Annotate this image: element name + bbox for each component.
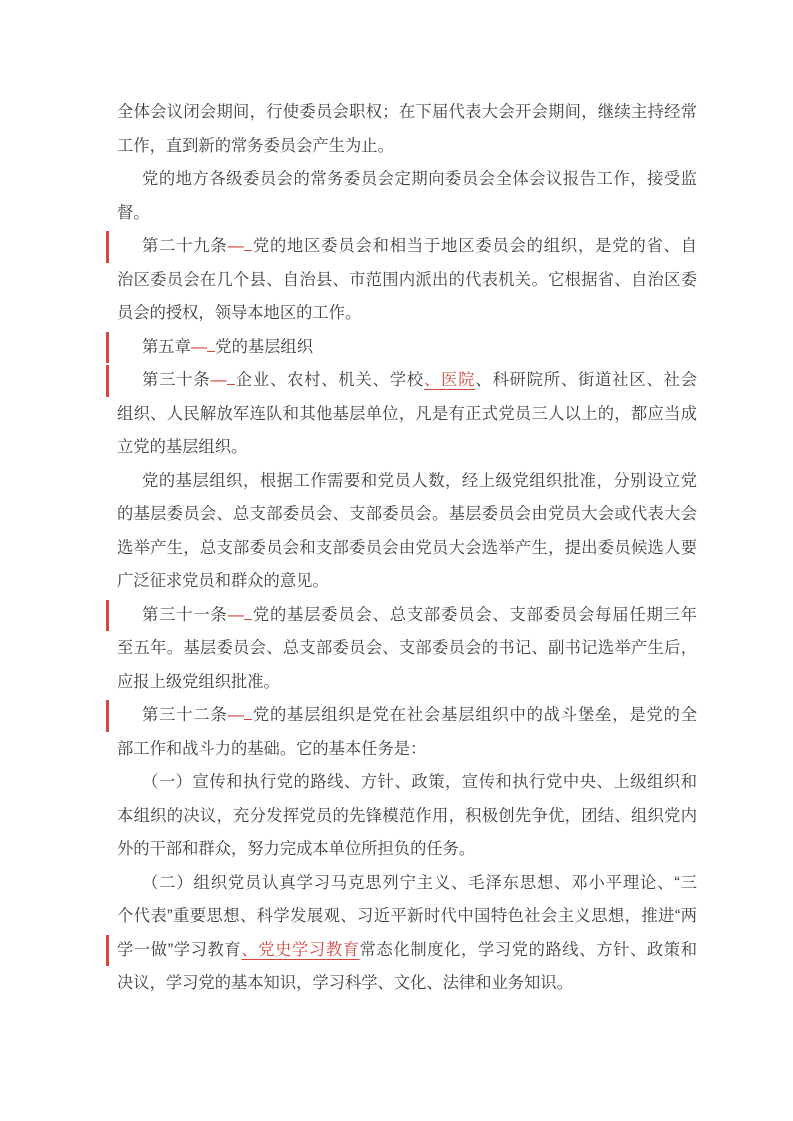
inserted-dash: — bbox=[190, 337, 208, 356]
text-run: 个代表”重要思想、科学发展观、习近平新时代中国特色社会主义思想，推进“两 bbox=[117, 907, 697, 925]
text-run: 常态化制度化，学习党的路线、方针、政策和 bbox=[359, 940, 697, 959]
text-line bbox=[117, 565, 697, 599]
text-line-changed bbox=[117, 230, 697, 264]
text-line bbox=[117, 532, 697, 566]
text-line bbox=[117, 465, 697, 499]
text-line bbox=[117, 800, 697, 834]
text-run: 党的地区委员会和相当于地区委员会的组织，是党的省、自 bbox=[252, 237, 697, 255]
text-run: 第三十一条 bbox=[142, 605, 228, 624]
text-run: 工作，直到新的常务委员会产生为止。 bbox=[117, 136, 394, 155]
text-line-changed bbox=[117, 364, 697, 398]
inserted-space-underline bbox=[244, 602, 252, 619]
document-text-block bbox=[117, 96, 697, 1001]
text-run: 学一做”学习教育 bbox=[117, 940, 242, 959]
text-line bbox=[117, 666, 697, 700]
text-line-changed bbox=[117, 599, 697, 633]
text-line bbox=[117, 632, 697, 666]
text-run: 本组织的决议，充分发挥党员的先锋模范作用，积极创先争优，团结、组织党内 bbox=[117, 806, 697, 825]
inserted-dash: — bbox=[227, 605, 244, 624]
text-run: 第二十九条 bbox=[142, 237, 228, 255]
text-run: 员会的授权，领导本地区的工作。 bbox=[117, 304, 362, 322]
text-run: 企业、农村、机关、学校 bbox=[234, 371, 424, 389]
text-run: 党的基层组织 bbox=[215, 337, 313, 356]
text-line-changed bbox=[117, 331, 697, 365]
inserted-dash: — bbox=[210, 371, 227, 389]
text-line-changed bbox=[117, 699, 697, 733]
text-line bbox=[117, 130, 697, 164]
text-run: 立党的基层组织。 bbox=[117, 438, 248, 456]
text-line bbox=[117, 197, 697, 231]
text-line bbox=[117, 431, 697, 465]
inserted-text: 、党史学习教育 bbox=[241, 940, 360, 959]
text-run: 决议，学习党的基本知识，学习科学、文化、法律和业务知识。 bbox=[117, 974, 573, 992]
text-run: 部工作和战斗力的基础。它的基本任务是： bbox=[117, 739, 427, 758]
text-run: 、科研院所、街道社区、社会 bbox=[475, 371, 697, 389]
inserted-text: 、医院 bbox=[423, 371, 476, 389]
text-line bbox=[117, 867, 697, 901]
text-line bbox=[117, 163, 697, 197]
inserted-dash: — bbox=[227, 237, 244, 255]
text-run: 应报上级党组织批准。 bbox=[117, 672, 280, 691]
text-run: 第三十二条 bbox=[142, 706, 228, 724]
text-line bbox=[117, 264, 697, 298]
text-run: 党的基层组织是党在社会基层组织中的战斗堡垒，是党的全 bbox=[252, 706, 697, 724]
text-line bbox=[117, 900, 697, 934]
text-line bbox=[117, 967, 697, 1001]
text-run: 治区委员会在几个县、自治县、市范围内派出的代表机关。它根据省、自治区委 bbox=[117, 270, 697, 289]
inserted-space-underline bbox=[244, 703, 252, 720]
text-run: 党的基层委员会、总支部委员会、支部委员会每届任期三年 bbox=[252, 605, 697, 624]
text-run: （二）组织党员认真学习马克思列宁主义、毛泽东思想、邓小平理论、“三 bbox=[142, 873, 697, 892]
text-run: 第五章 bbox=[142, 337, 191, 356]
text-line bbox=[117, 733, 697, 767]
text-run: 党的基层组织，根据工作需要和党员人数，经上级党组织批准，分别设立党 bbox=[142, 471, 697, 490]
text-run: 至五年。基层委员会、总支部委员会、支部委员会的书记、副书记选举产生后， bbox=[117, 639, 697, 657]
inserted-dash: — bbox=[227, 706, 244, 724]
text-run: （一）宣传和执行党的路线、方针、政策，宣传和执行党中央、上级组织和 bbox=[142, 773, 697, 791]
text-run: 第三十条 bbox=[142, 371, 211, 389]
text-run: 党的地方各级委员会的常务委员会定期向委员会全体会议报告工作，接受监 bbox=[142, 170, 697, 188]
text-run: 选举产生，总支部委员会和支部委员会由党员大会选举产生，提出委员候选人要 bbox=[117, 538, 697, 557]
text-run: 外的干部和群众，努力完成本单位所担负的任务。 bbox=[117, 840, 476, 858]
text-line bbox=[117, 498, 697, 532]
text-line bbox=[117, 833, 697, 867]
text-line-changed bbox=[117, 934, 697, 968]
text-line bbox=[117, 297, 697, 331]
text-line bbox=[117, 96, 697, 130]
text-line bbox=[117, 766, 697, 800]
text-run: 广泛征求党员和群众的意见。 bbox=[117, 572, 329, 590]
inserted-space-underline bbox=[227, 368, 235, 385]
text-run: 全体会议闭会期间，行使委员会职权；在下届代表大会开会期间，继续主持经常 bbox=[117, 103, 697, 121]
text-line bbox=[117, 398, 697, 432]
text-run: 督。 bbox=[117, 203, 150, 222]
text-run: 的基层委员会、总支部委员会、支部委员会。基层委员会由党员大会或代表大会 bbox=[117, 505, 697, 523]
inserted-space-underline bbox=[244, 234, 252, 251]
text-run: 组织、人民解放军连队和其他基层单位，凡是有正式党员三人以上的，都应当成 bbox=[117, 404, 697, 423]
